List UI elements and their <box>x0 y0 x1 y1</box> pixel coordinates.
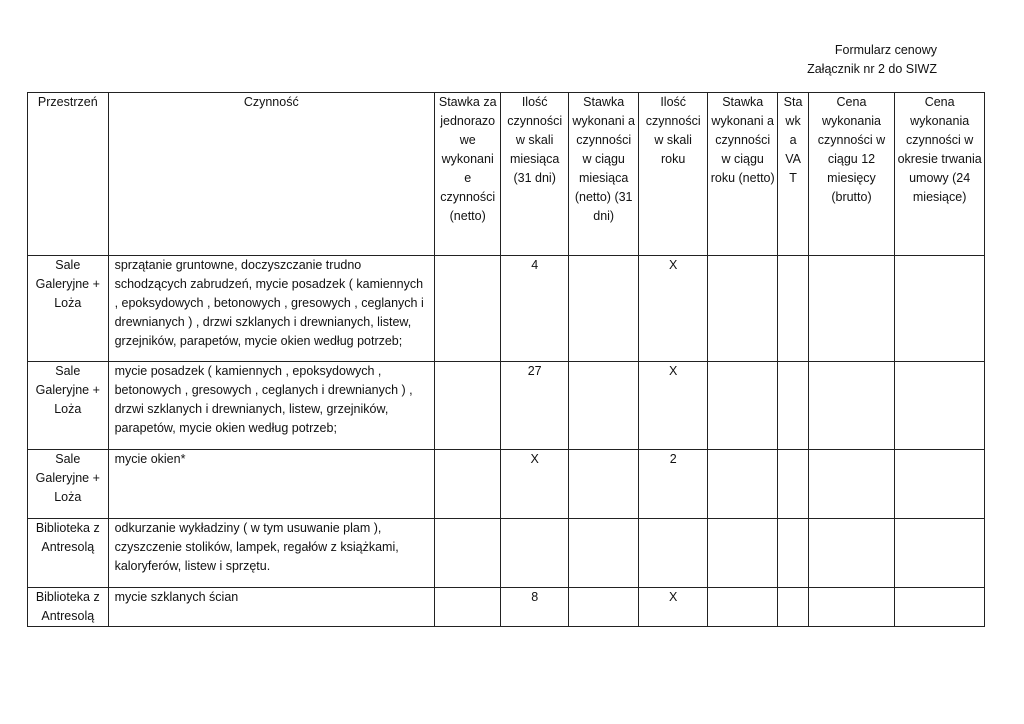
table-row <box>28 519 985 588</box>
col-header-activity: Czynność <box>108 93 434 256</box>
col-header-qty-year: Ilość czynności w skali roku <box>639 93 708 256</box>
table-row <box>28 256 985 362</box>
cell-activity: mycie posadzek ( kamiennych , epoksydowych , betonowych , gresowych , ceglanych i drewnianych ) , drzwi szklanych i drewnianych, listew, grzejników, parapetów, mycie okien według potrzeb; <box>108 362 434 450</box>
cell-rate-month[interactable] <box>568 362 639 450</box>
cell-vat[interactable] <box>778 362 808 450</box>
cell-qty-year: X <box>639 256 708 362</box>
cell-price-12m[interactable] <box>808 588 895 627</box>
cell-qty-month: 27 <box>501 362 568 450</box>
cell-rate-once[interactable] <box>434 256 500 362</box>
attachment-label: Załącznik nr 2 do SIWZ <box>807 62 937 76</box>
cell-rate-once[interactable] <box>434 362 500 450</box>
cell-activity: sprzątanie gruntowne, doczyszczanie trudno schodzących zabrudzeń, mycie posadzek ( kamiennych , epoksydowych , betonowych , gresowych , ceglanych i drewnianych ) , drzwi szklanych i drewnianych, listew, grzejników, parapetów, mycie okien według potrzeb; <box>108 256 434 362</box>
cell-activity: mycie okien* <box>108 450 434 519</box>
cell-vat[interactable] <box>778 256 808 362</box>
cell-qty-year: X <box>639 588 708 627</box>
cell-rate-month[interactable] <box>568 256 639 362</box>
col-header-space: Przestrzeń <box>28 93 109 256</box>
table-header-row <box>28 93 985 256</box>
cell-rate-once[interactable] <box>434 519 500 588</box>
col-header-price-12m: Cena wykonania czynności w ciągu 12 miesięcy (brutto) <box>808 93 895 256</box>
cell-rate-month[interactable] <box>568 450 639 519</box>
cell-price-12m[interactable] <box>808 519 895 588</box>
col-header-vat: Sta wk a VA T <box>778 93 808 256</box>
cell-rate-month[interactable] <box>568 519 639 588</box>
cell-price-24m[interactable] <box>895 519 985 588</box>
cell-space: Sale Galeryjne + Loża <box>28 362 109 450</box>
cell-vat[interactable] <box>778 588 808 627</box>
cell-price-12m[interactable] <box>808 256 895 362</box>
col-header-rate-year: Stawka wykonani a czynności w ciągu roku (netto) <box>707 93 778 256</box>
table-row <box>28 362 985 450</box>
cell-space: Biblioteka z Antresolą <box>28 519 109 588</box>
cell-vat[interactable] <box>778 450 808 519</box>
table-row <box>28 450 985 519</box>
cell-rate-year[interactable] <box>707 256 778 362</box>
cell-space: Sale Galeryjne + Loża <box>28 256 109 362</box>
cell-qty-month: X <box>501 450 568 519</box>
cell-space: Sale Galeryjne + Loża <box>28 450 109 519</box>
cell-vat[interactable] <box>778 519 808 588</box>
col-header-qty-month: Ilość czynności w skali miesiąca (31 dni) <box>501 93 568 256</box>
cell-price-24m[interactable] <box>895 588 985 627</box>
cell-price-24m[interactable] <box>895 256 985 362</box>
cell-space: Biblioteka z Antresolą <box>28 588 109 627</box>
cell-qty-month: 8 <box>501 588 568 627</box>
price-table <box>27 92 985 627</box>
cell-rate-year[interactable] <box>707 450 778 519</box>
cell-qty-year: 2 <box>639 450 708 519</box>
cell-rate-year[interactable] <box>707 519 778 588</box>
col-header-rate-once: Stawka za jednorazo we wykonani e czynności (netto) <box>434 93 500 256</box>
cell-price-24m[interactable] <box>895 450 985 519</box>
cell-rate-year[interactable] <box>707 588 778 627</box>
cell-rate-month[interactable] <box>568 588 639 627</box>
cell-activity: mycie szklanych ścian <box>108 588 434 627</box>
cell-qty-month: 4 <box>501 256 568 362</box>
col-header-price-24m: Cena wykonania czynności w okresie trwania umowy (24 miesiące) <box>895 93 985 256</box>
cell-rate-once[interactable] <box>434 450 500 519</box>
table-row <box>28 588 985 627</box>
cell-price-12m[interactable] <box>808 362 895 450</box>
cell-rate-year[interactable] <box>707 362 778 450</box>
cell-qty-month <box>501 519 568 588</box>
form-title: Formularz cenowy <box>834 43 937 57</box>
cell-price-12m[interactable] <box>808 450 895 519</box>
col-header-rate-month: Stawka wykonani a czynności w ciągu miesiąca (netto) (31 dni) <box>568 93 639 256</box>
cell-price-24m[interactable] <box>895 362 985 450</box>
cell-qty-year <box>639 519 708 588</box>
cell-activity: odkurzanie wykładziny ( w tym usuwanie plam ), czyszczenie stolików, lampek, regałów z książkami, kaloryferów, listew i sprzętu. <box>108 519 434 588</box>
cell-rate-once[interactable] <box>434 588 500 627</box>
cell-qty-year: X <box>639 362 708 450</box>
